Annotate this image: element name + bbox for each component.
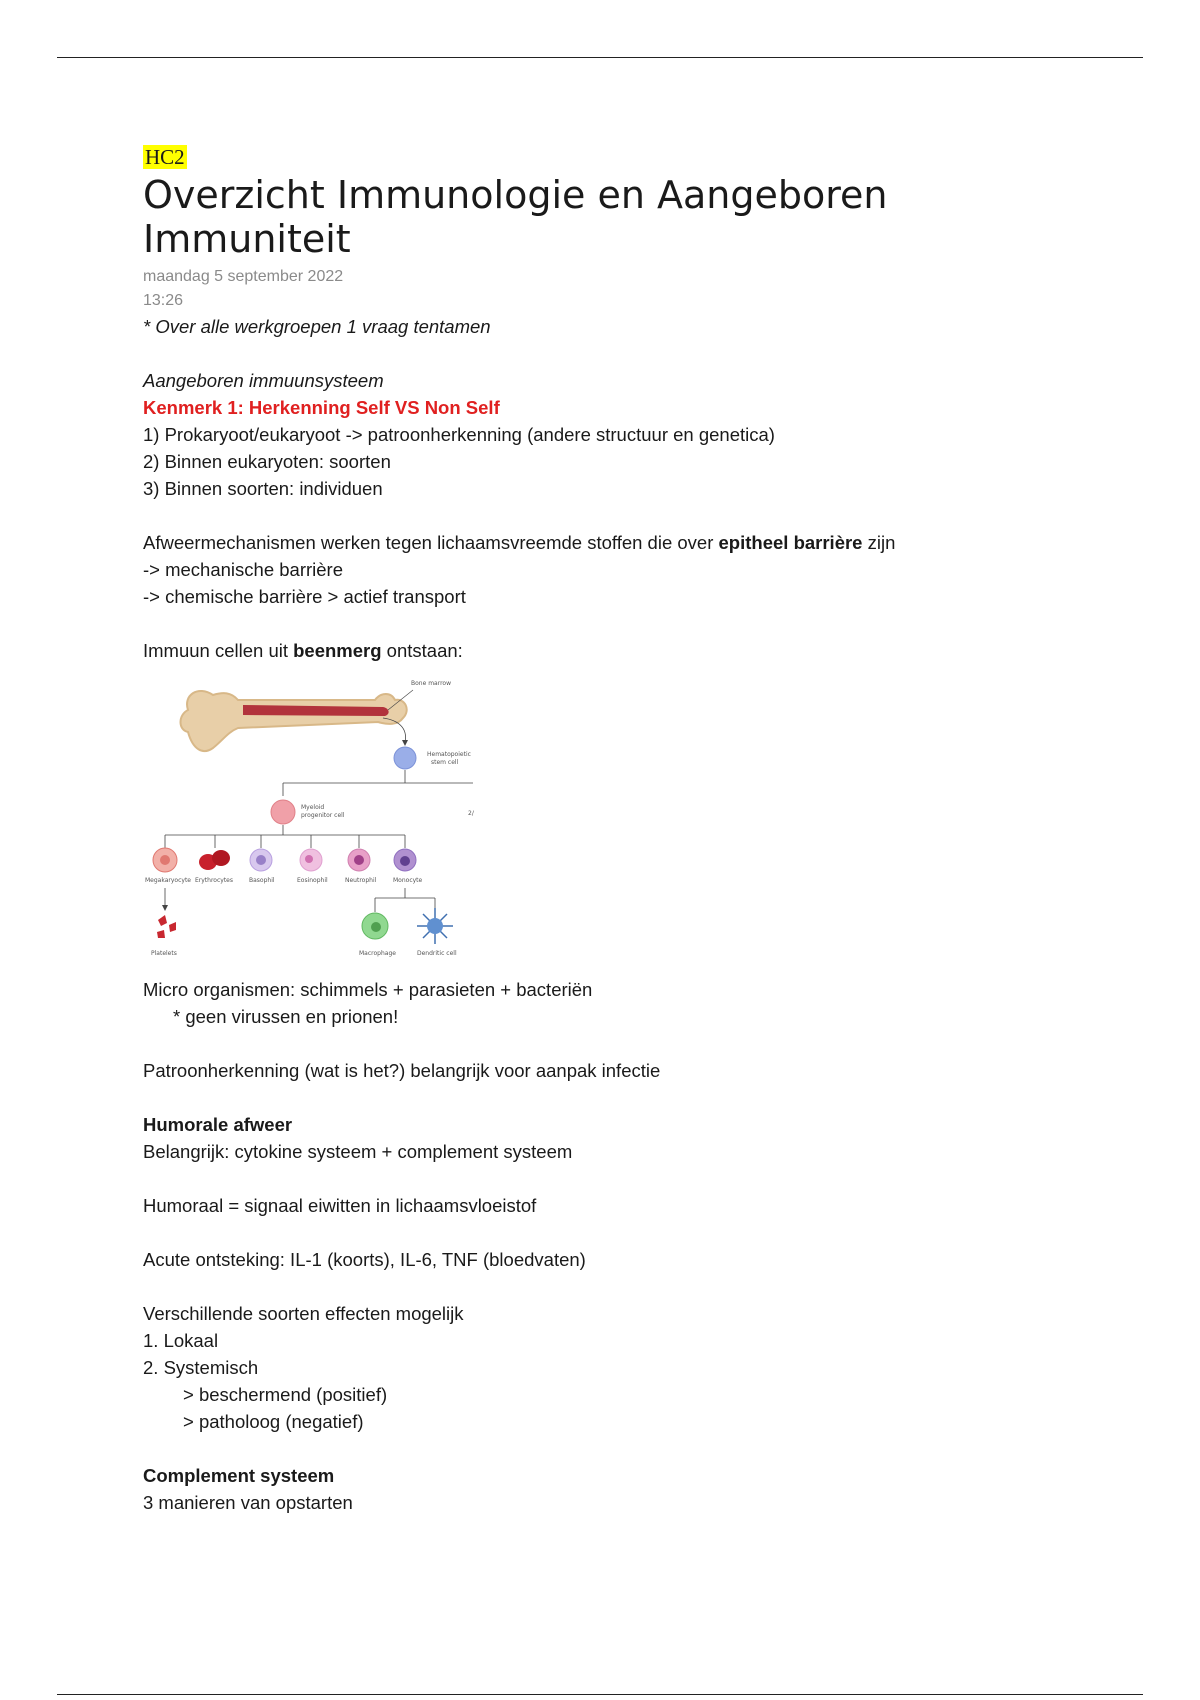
hsc-label-1: Hematopoietic: [427, 751, 471, 758]
title-line-2: Immuniteit: [143, 217, 351, 261]
cell-label-basophil: Basophil: [249, 877, 275, 884]
pattern-recognition: Patroonherkenning (wat is het?) belangrijk voor aanpak infectie: [143, 1060, 661, 1081]
cell-label-megakaryocyte: Megakaryocyte: [145, 877, 191, 884]
humoral-heading: Humorale afweer: [143, 1114, 293, 1135]
side-label: 2/: [468, 810, 474, 817]
erythrocyte-cell-2: [212, 850, 230, 866]
cell-label-erythrocytes: Erythrocytes: [195, 877, 233, 884]
dendritic-label: Dendritic cell: [417, 950, 457, 957]
micro-note: * geen virussen en prionen!: [173, 1006, 399, 1027]
list-item: -> chemische barrière > actief transport: [143, 586, 466, 607]
list-item: > patholoog (negatief): [183, 1411, 364, 1432]
platelets-shape: [157, 915, 176, 938]
time: 13:26: [143, 292, 184, 309]
bone-marrow-paragraph: Immuun cellen uit beenmerg ontstaan:: [143, 640, 463, 661]
myeloid-label-1: Myeloid: [301, 804, 325, 811]
humoral-important: Belangrijk: cytokine systeem + complement systeem: [143, 1141, 573, 1162]
cell-label-monocyte: Monocyte: [393, 877, 423, 884]
exam-note: * Over alle werkgroepen 1 vraag tentamen: [143, 316, 491, 337]
top-rule: [57, 57, 1143, 58]
list-item: 1. Lokaal: [143, 1330, 219, 1351]
humoral-definition: Humoraal = signaal eiwitten in lichaamsvloeistof: [143, 1195, 537, 1216]
document-page: [143, 145, 1143, 1516]
cell-label-eosinophil: Eosinophil: [297, 877, 328, 884]
lecture-tag: HC2: [145, 145, 185, 169]
section-subtitle: Aangeboren immuunsysteem: [143, 370, 384, 391]
complement-text: 3 manieren van opstarten: [143, 1492, 353, 1513]
section-heading: Kenmerk 1: Herkenning Self VS Non Self: [143, 397, 500, 418]
cell-label-neutrophil: Neutrophil: [345, 877, 377, 884]
page-title: [143, 173, 1143, 261]
acute-inflammation: Acute ontsteking: IL-1 (koorts), IL-6, TNF (bloedvaten): [143, 1249, 586, 1270]
platelets-label: Platelets: [151, 950, 177, 957]
bottom-rule: [57, 1694, 1143, 1695]
list-item: -> mechanische barrière: [143, 559, 343, 580]
list-item: 1) Prokaryoot/eukaryoot -> patroonherkenning (andere structuur en genetica): [143, 424, 775, 445]
list-item: 2. Systemisch: [143, 1357, 259, 1378]
micro-organisms: Micro organismen: schimmels + parasieten + bacteriën: [143, 979, 593, 1000]
title-line-1: Overzicht Immunologie en Aangeboren: [143, 173, 888, 217]
date: maandag 5 september 2022: [143, 268, 344, 285]
bone-shape: [181, 691, 407, 751]
hematopoietic-stem-cell: [394, 747, 416, 769]
hematopoiesis-figure: [143, 670, 503, 970]
list-item: 2) Binnen eukaryoten: soorten: [143, 451, 391, 472]
complement-heading: Complement systeem: [143, 1465, 335, 1486]
defense-paragraph: Afweermechanismen werken tegen lichaamsvreemde stoffen die over epitheel barrière zijn: [143, 532, 896, 553]
macrophage-label: Macrophage: [359, 950, 396, 957]
hematopoiesis-diagram: [143, 670, 503, 970]
effects-title: Verschillende soorten effecten mogelijk: [143, 1303, 464, 1324]
hsc-label-2: stem cell: [431, 759, 459, 766]
bone-marrow-label: Bone marrow: [411, 680, 451, 687]
myeloid-label-2: progenitor cell: [301, 812, 345, 819]
myeloid-progenitor-cell: [271, 800, 295, 824]
list-item: > beschermend (positief): [183, 1384, 388, 1405]
list-item: 3) Binnen soorten: individuen: [143, 478, 383, 499]
